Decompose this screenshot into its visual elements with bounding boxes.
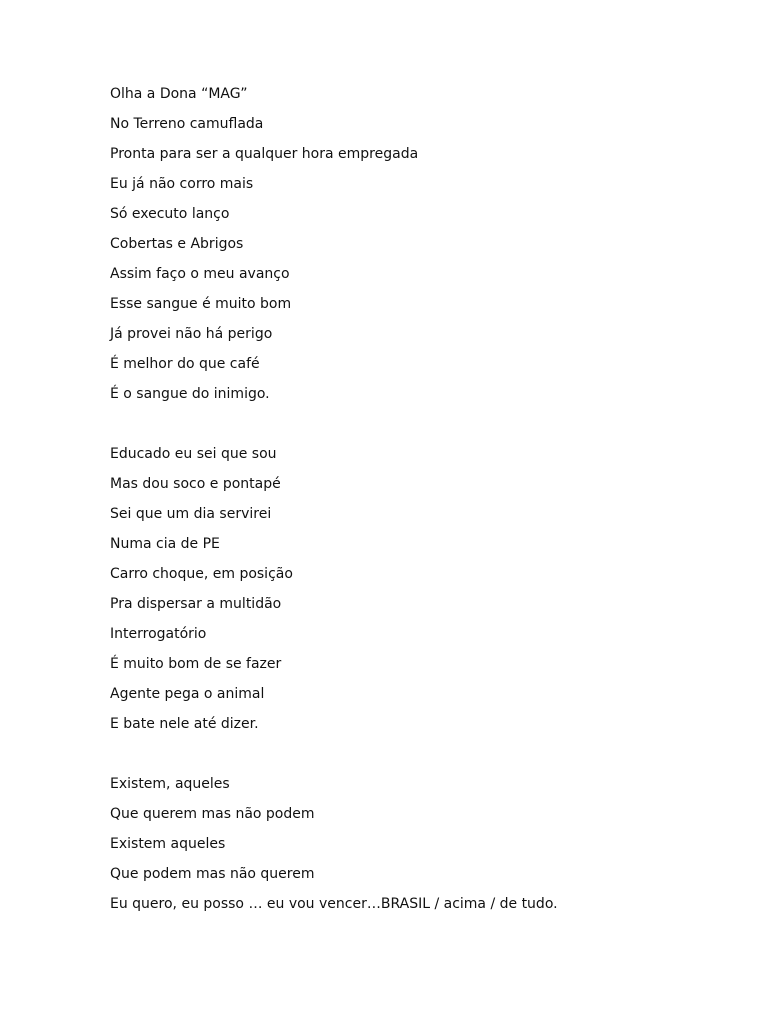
text-line: Sei que um dia servirei	[110, 506, 272, 522]
text-line: Mas dou soco e pontapé	[110, 476, 281, 492]
stanza-3	[110, 773, 750, 923]
text-line: Cobertas e Abrigos	[110, 236, 244, 252]
text-line: Carro choque, em posição	[110, 566, 293, 582]
stanza-1	[110, 83, 750, 413]
text-line: E bate nele até dizer.	[110, 716, 259, 732]
text-line: Existem, aqueles	[110, 776, 230, 792]
text-line: Existem aqueles	[110, 836, 226, 852]
poem-text	[110, 83, 750, 953]
text-line: Eu quero, eu posso … eu vou vencer…BRASIL / acima / de tudo.	[110, 896, 558, 912]
text-line: Educado eu sei que sou	[110, 446, 277, 462]
text-line: Que querem mas não podem	[110, 806, 315, 822]
text-line: Assim faço o meu avanço	[110, 266, 290, 282]
text-line: Já provei não há perigo	[110, 326, 273, 342]
stanza-2	[110, 443, 750, 743]
text-line: Numa cia de PE	[110, 536, 220, 552]
text-line: É muito bom de se fazer	[110, 656, 282, 672]
text-line: É melhor do que café	[110, 356, 260, 372]
text-line: Pronta para ser a qualquer hora empregada	[110, 146, 419, 162]
text-line: Agente pega o animal	[110, 686, 265, 702]
text-line: Que podem mas não querem	[110, 866, 315, 882]
text-line: É o sangue do inimigo.	[110, 386, 270, 402]
text-line: Olha a Dona “MAG”	[110, 86, 248, 102]
text-line: Pra dispersar a multidão	[110, 596, 282, 612]
text-line: Só executo lanço	[110, 206, 230, 222]
text-line: Esse sangue é muito bom	[110, 296, 292, 312]
text-line: Interrogatório	[110, 626, 207, 642]
text-line: No Terreno camuflada	[110, 116, 264, 132]
text-line: Eu já não corro mais	[110, 176, 254, 192]
